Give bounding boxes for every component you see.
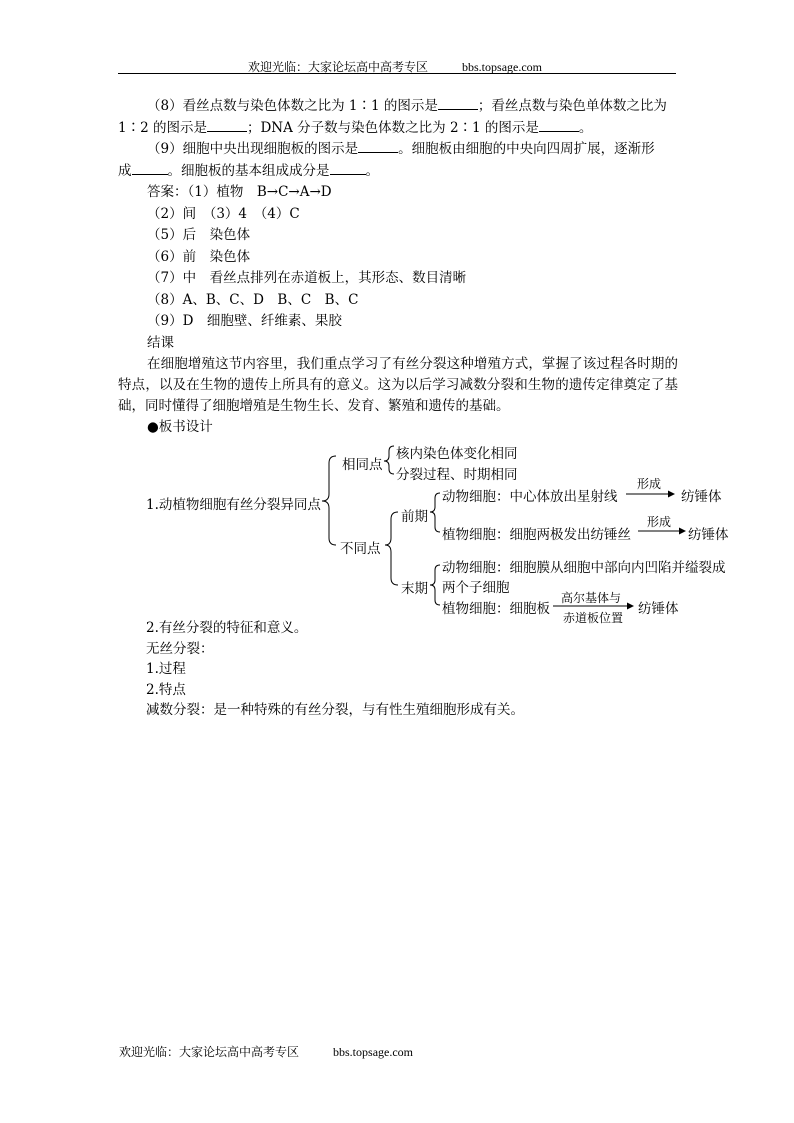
brace-root: [322, 456, 336, 545]
footer-url[interactable]: bbs.topsage.com: [333, 1045, 414, 1059]
board-prophase: 前期: [401, 509, 428, 525]
brace-telophase: [430, 565, 440, 605]
answer-5: （5）后 染色体: [147, 227, 251, 243]
amitosis-feature: 2.特点: [146, 681, 186, 698]
amitosis-label: 无丝分裂：: [146, 640, 214, 657]
answer-blank: [132, 161, 168, 175]
header-rule: [118, 73, 676, 74]
summary-heading: 结课: [147, 334, 174, 351]
board-tel-bottom: 赤道板位置: [563, 611, 624, 625]
amitosis-process: 1.过程: [146, 661, 186, 677]
question-8-line2: 1∶2 的图示是 ；DNA 分子数与染色体数之比为 2∶1 的图示是 。: [118, 119, 593, 136]
board-root: 1.动植物细胞有丝分裂异同点: [146, 497, 321, 513]
brace-prophase: [430, 493, 440, 532]
question-9-line1: （9）细胞中央出现细胞板的图示是 。细胞板由细胞的中央向四周扩展，逐渐形: [147, 141, 655, 157]
board-tel-plant: 植物细胞：细胞板: [442, 601, 550, 617]
board-diff: 不同点: [340, 541, 381, 557]
item-2: 2.有丝分裂的特征和意义。: [146, 620, 308, 636]
brace-diff: [385, 512, 398, 585]
header-url[interactable]: bbs.topsage.com: [462, 60, 543, 74]
board-heading: ●板书设计: [147, 419, 213, 435]
answer-blank: [330, 161, 366, 175]
answer-6: （6）前 染色体: [147, 248, 251, 265]
board-same: 相同点: [342, 457, 383, 473]
board-pro-result-1: 纺锤体: [681, 489, 722, 505]
board-pro-result-2: 纺锤体: [688, 527, 729, 543]
board-pro-plant: 植物细胞：细胞两极发出纺锤丝: [442, 527, 631, 543]
answer-8: （8）A、B、C、D B、C B、C: [147, 291, 359, 308]
lower-section: [146, 618, 524, 721]
board-pro-animal: 动物细胞：中心体放出星射线: [442, 489, 618, 505]
brace-same: [384, 446, 394, 474]
board-pro-form-2: 形成: [647, 515, 672, 529]
answer-blank: [207, 118, 247, 132]
board-tel-result: 纺锤体: [638, 601, 679, 617]
document-body: [118, 96, 678, 439]
question-8-line1: （8）看丝点数与染色体数之比为 1∶1 的图示是 ；看丝点数与染色单体数之比为: [147, 98, 667, 114]
answer-blank: [438, 96, 478, 110]
board-same-2: 分裂过程、时期相同: [396, 467, 518, 483]
summary-paragraph: 在细胞增殖这节内容里，我们重点学习了有丝分裂这种增殖方式，掌握了该过程各时期的特点，以及在生物的遗传上所具有的意义。这为以后学习减数分裂和生物的遗传定律奠定了基础，同时懂得了细胞增殖是生物生长、发育、繁殖和遗传的基础。: [118, 356, 678, 414]
meiosis-line: 减数分裂：是一种特殊的有丝分裂，与有性生殖细胞形成有关。: [146, 702, 524, 718]
board-same-1: 核内染色体变化相同: [396, 446, 518, 462]
answer-blank: [358, 139, 398, 153]
question-9-line2: 成 。细胞板的基本组成成分是 。: [118, 162, 379, 179]
answer-2: （2）间 （3）4 （4）C: [147, 205, 300, 222]
page-footer: [119, 1043, 413, 1060]
board-tel-animal-1: 动物细胞：细胞膜从细胞中部向内凹陷并缢裂成: [442, 560, 726, 576]
footer-site: 欢迎光临：大家论坛高中高考专区: [119, 1045, 300, 1059]
board-telophase: 末期: [401, 581, 428, 597]
answer-7: （7）中 看丝点排列在赤道板上，其形态、数目清晰: [147, 270, 467, 286]
board-tel-top: 高尔基体与: [561, 591, 622, 605]
header-site: 欢迎光临：大家论坛高中高考专区: [248, 60, 429, 74]
answers-title: 答案：（1）植物 B→C→A→D: [147, 184, 332, 200]
board-pro-form-1: 形成: [637, 477, 662, 491]
answer-9: （9）D 细胞壁、纤维素、果胶: [147, 313, 342, 329]
board-tel-animal-2: 两个子细胞: [442, 580, 510, 596]
answer-blank: [539, 118, 579, 132]
